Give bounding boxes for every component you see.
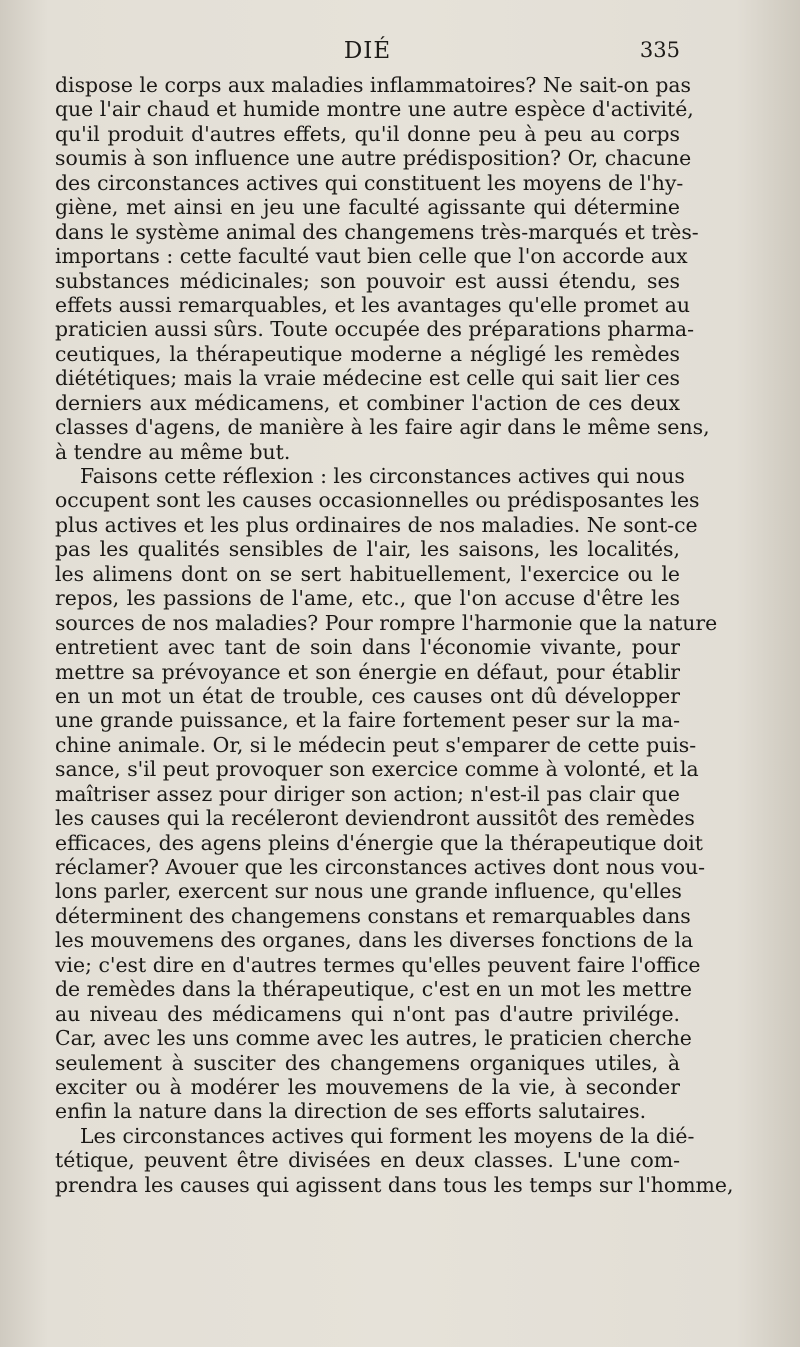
text-line: que l'air chaud et humide montre une autre espèce d'activité, — [55, 97, 694, 122]
text-line: repos, les passions de l'ame, etc., que l'on accuse d'être les — [55, 586, 680, 611]
text-line: praticien aussi sûrs. Toute occupée des préparations pharma- — [55, 317, 694, 342]
text-line: vie; c'est dire en d'autres termes qu'elles peuvent faire l'office — [55, 952, 701, 977]
text-line: déterminent des changemens constans et remarquables dans — [55, 903, 691, 928]
paragraph — [55, 464, 718, 1124]
text-line: exciter ou à modérer les mouvemens de la vie, à seconder — [55, 1074, 680, 1099]
text-line: réclamer? Avouer que les circonstances actives dont nous vou- — [55, 855, 706, 879]
text-line: soumis à son influence une autre prédisposition? Or, chacune — [55, 146, 692, 171]
text-line: mettre sa prévoyance et son énergie en défaut, pour établir — [55, 659, 680, 684]
text-line: giène, met ainsi en jeu une faculté agissante qui détermine — [55, 195, 680, 220]
text-line: les causes qui la recéleront deviendront aussitôt des remèdes — [55, 806, 695, 831]
text-line: plus actives et les plus ordinaires de nos maladies. Ne sont-ce — [55, 512, 698, 537]
text-line: Car, avec les uns comme avec les autres, le praticien cherche — [55, 1026, 692, 1051]
text-line: une grande puissance, et la faire fortement peser sur la ma- — [55, 708, 680, 733]
text-line: qu'il produit d'autres effets, qu'il donne peu à peu au corps — [55, 121, 680, 146]
text-line: dispose le corps aux maladies inflammatoires? Ne sait-on pas — [55, 73, 692, 97]
text-line: sources de nos maladies? Pour rompre l'harmonie que la nature — [55, 610, 718, 635]
text-line: sance, s'il peut provoquer son exercice comme à volonté, et la — [55, 757, 699, 782]
paragraph — [55, 73, 710, 464]
page-number: 335 — [639, 38, 680, 62]
text-line: Les circonstances actives qui forment les moyens de la dié- — [80, 1123, 695, 1148]
text-line: enfin la nature dans la direction de ses efforts salutaires. — [55, 1099, 647, 1124]
text-line: substances médicinales; son pouvoir est aussi étendu, ses — [55, 268, 680, 293]
text-line: efficaces, des agens pleins d'énergie que la thérapeutique doit — [55, 830, 703, 855]
body-text — [55, 73, 734, 1197]
text-line: prendra les causes qui agissent dans tous les temps sur l'homme, — [55, 1172, 734, 1197]
text-line: seulement à susciter des changemens organiques utiles, à — [55, 1050, 680, 1075]
text-line: ceutiques, la thérapeutique moderne a négligé les remèdes — [55, 341, 680, 366]
text-line: maîtriser assez pour diriger son action; n'est-il pas clair que — [55, 781, 680, 806]
text-line: au niveau des médicamens qui n'ont pas d'autre privilége. — [55, 1001, 680, 1026]
text-line: diététiques; mais la vraie médecine est celle qui sait lier ces — [55, 366, 680, 391]
page-header — [55, 38, 680, 68]
text-line: chine animale. Or, si le médecin peut s'emparer de cette puis- — [55, 732, 697, 757]
text-line: lons parler, exercent sur nous une grande influence, qu'elles — [55, 879, 682, 904]
text-line: entretient avec tant de soin dans l'économie vivante, pour — [55, 635, 680, 660]
text-line: effets aussi remarquables, et les avantages qu'elle promet au — [55, 292, 690, 317]
running-head: DIÉ — [343, 38, 392, 64]
text-line: dans le système animal des changemens très-marqués et très- — [55, 219, 699, 244]
text-line: tétique, peuvent être divisées en deux classes. L'une com- — [55, 1148, 680, 1173]
text-line: occupent sont les causes occasionnelles ou prédisposantes les — [55, 488, 700, 513]
text-line: classes d'agens, de manière à les faire agir dans le même sens, — [55, 415, 710, 440]
text-line: à tendre au même but. — [55, 439, 291, 464]
text-line: importans : cette faculté vaut bien celle que l'on accorde aux — [55, 244, 688, 269]
text-line: les alimens dont on se sert habituellement, l'exercice ou le — [55, 561, 680, 586]
text-line: les mouvemens des organes, dans les diverses fonctions de la — [55, 928, 694, 953]
text-line: des circonstances actives qui constituent les moyens de l'hy- — [55, 170, 684, 195]
text-line: pas les qualités sensibles de l'air, les saisons, les localités, — [55, 537, 680, 562]
text-line: derniers aux médicamens, et combiner l'action de ces deux — [55, 390, 680, 415]
text-line: de remèdes dans la thérapeutique, c'est en un mot les mettre — [55, 977, 692, 1002]
text-line: en un mot un état de trouble, ces causes ont dû développer — [55, 683, 680, 708]
text-line: Faisons cette réflexion : les circonstances actives qui nous — [80, 464, 685, 488]
paragraph — [55, 1123, 734, 1197]
